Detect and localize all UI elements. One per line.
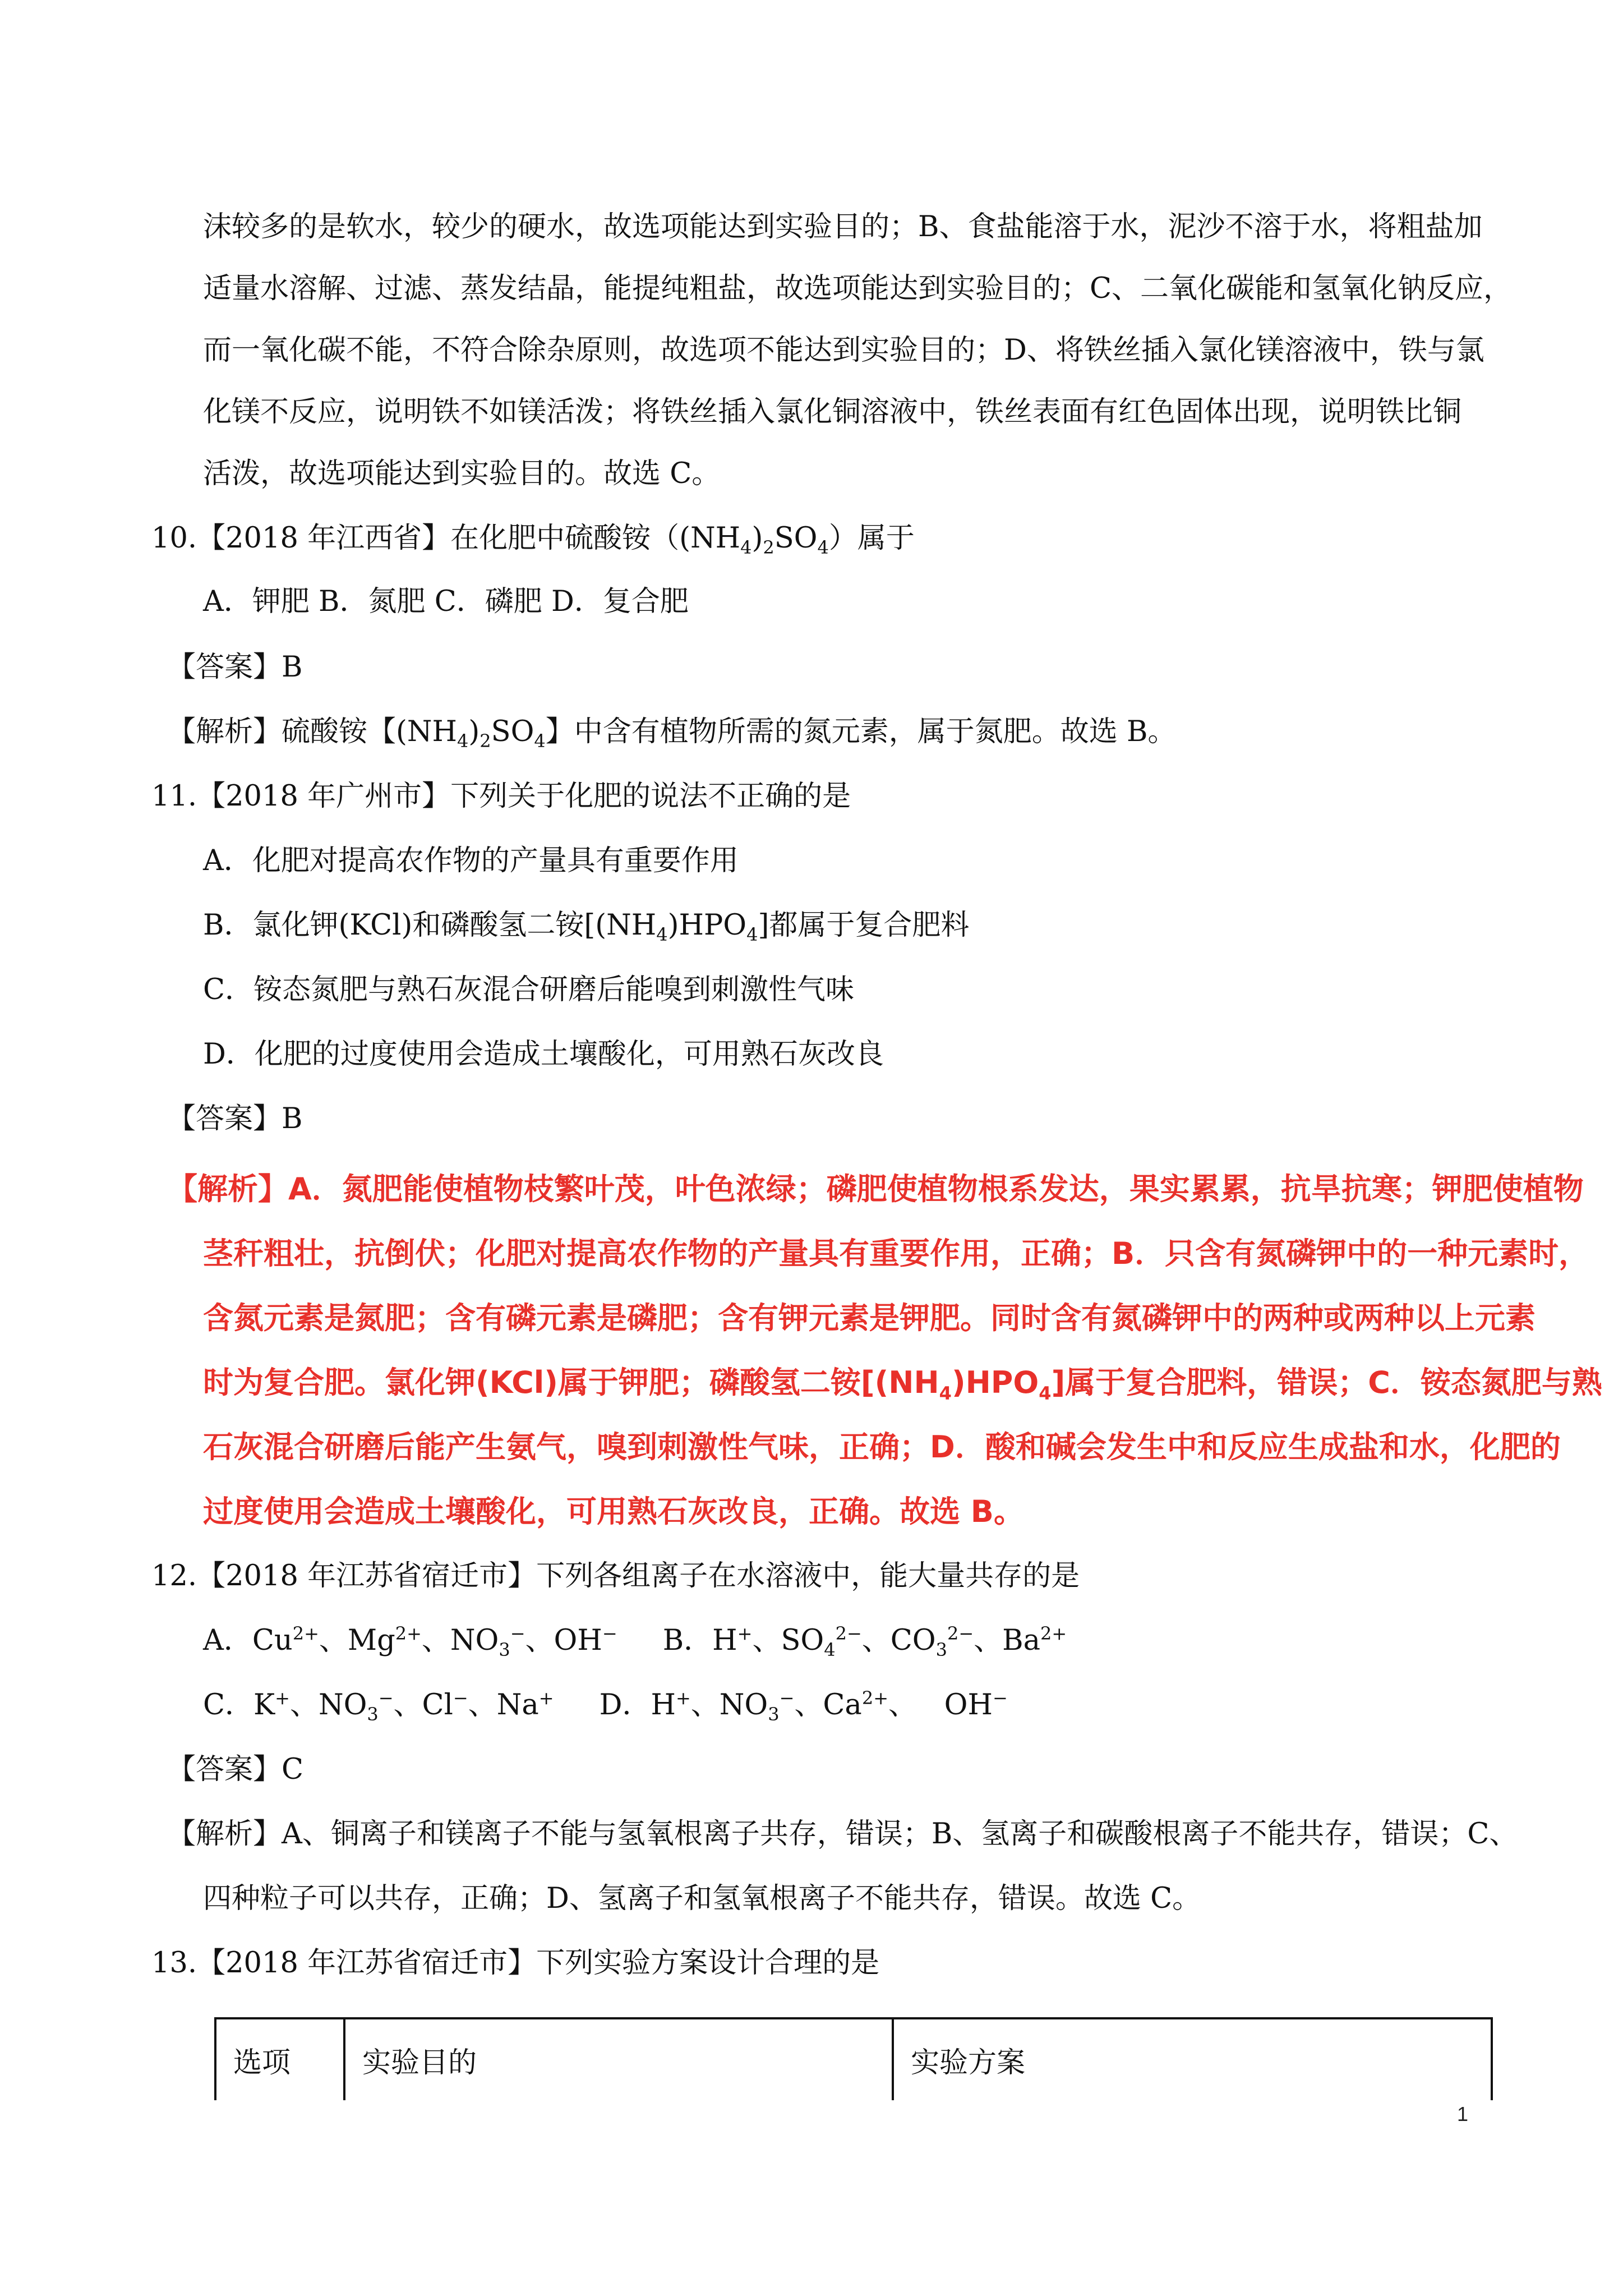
analysis-11-line: 茎秆粗壮，抗倒伏；化肥对提高农作物的产量具有重要作用，正确；B．只含有氮磷钾中的一种元素时， [203, 1236, 1589, 1271]
question-11-option-a: A．化肥对提高农作物的产量具有重要作用 [203, 844, 739, 877]
question-12: 12.【2018 年江苏省宿迁市】下列各组离子在水溶液中，能大量共存的是 [151, 1559, 1080, 1593]
paragraph-line: 适量水溶解、过滤、蒸发结晶，能提纯粗盐，故选项能达到实验目的；C、二氧化碳能和氢氧化钠反应， [203, 272, 1513, 305]
question-13: 13.【2018 年江苏省宿迁市】下列实验方案设计合理的是 [151, 1947, 880, 1980]
analysis-11-line: 【解析】A．氮肥能使植物枝繁叶茂，叶色浓绿；磷肥使植物根系发达，果实累累，抗旱抗寒；钾肥使植物 [167, 1171, 1584, 1207]
experiment-table [214, 2017, 1493, 2100]
page-number: 1 [1457, 2102, 1469, 2125]
table-header-row [215, 2018, 1492, 2100]
table-header-cell: 选项 [215, 2018, 344, 2100]
answer-10: 【答案】B [167, 651, 303, 684]
question-11-option-d: D．化肥的过度使用会造成土壤酸化，可用熟石灰改良 [203, 1038, 884, 1071]
analysis-11-line: 过度使用会造成土壤酸化，可用熟石灰改良，正确。故选 B。 [203, 1494, 1024, 1529]
paragraph-line: 活泼，故选项能达到实验目的。故选 C。 [203, 457, 721, 490]
answer-12: 【答案】C [167, 1753, 304, 1786]
answer-11: 【答案】B [167, 1102, 303, 1135]
analysis-12-line: 四种粒子可以共存，正确；D、氢离子和氢氧根离子不能共存，错误。故选 C。 [203, 1882, 1201, 1915]
question-10-options: A．钾肥 B．氮肥 C．磷肥 D．复合肥 [203, 585, 689, 618]
analysis-10: 【解析】硫酸铵【$(NH_4)_2SO_4$】中含有植物所需的氮元素，属于氮肥。故选 B。 [167, 715, 1177, 752]
table-header-cell: 实验目的 [344, 2018, 893, 2100]
question-11: 11.【2018 年广州市】下列关于化肥的说法不正确的是 [151, 780, 851, 813]
analysis-11-line: 石灰混合研磨后能产生氨气，嗅到刺激性气味，正确；D．酸和碱会发生中和反应生成盐和水，化肥的 [203, 1429, 1561, 1465]
question-12-options-cd: C．K+、$NO_3^-$、Cl−、Na+ D．H+、$NO_3^-$、$Ca^{2+}$、 OH− [203, 1687, 1008, 1726]
paragraph-line: 化镁不反应，说明铁不如镁活泼；将铁丝插入氯化铜溶液中，铁丝表面有红色固体出现，说明铁比铜 [203, 395, 1462, 429]
paragraph-line: 沫较多的是软水，较少的硬水，故选项能达到实验目的；B、食盐能溶于水，泥沙不溶于水，将粗盐加 [203, 210, 1483, 243]
question-12-options-ab: A．$Cu^{2+}$、$Mg^{2+}$、$NO_3^-$、OH− B．H+、$SO_4^{2-}$、$CO_3^{2-}$、$Ba^{2+}$ [203, 1623, 1067, 1661]
analysis-12-line: 【解析】A、铜离子和镁离子不能与氢氧根离子共存，错误；B、氢离子和碳酸根离子不能共存，错误；C、 [167, 1818, 1518, 1851]
analysis-11-line: 时为复合肥。氯化钾(KCl)属于钾肥；磷酸氢二铵$[(NH_4)HPO_4]$属于复合肥料，错误；C．铵态氮肥与熟 [203, 1365, 1602, 1404]
table-header-cell: 实验方案 [893, 2018, 1492, 2100]
analysis-11-line: 含氮元素是氮肥；含有磷元素是磷肥；含有钾元素是钾肥。同时含有氮磷钾中的两种或两种以上元素 [203, 1300, 1536, 1336]
question-11-option-b: B．氯化钾(KCl)和磷酸氢二铵$[(NH_4)HPO_4]$都属于复合肥料 [203, 909, 970, 946]
question-10: 10.【2018 年江西省】在化肥中硫酸铵$((NH_4)_2SO_4)$属于 [151, 522, 915, 559]
question-11-option-c: C．铵态氮肥与熟石灰混合研磨后能嗅到刺激性气味 [203, 973, 855, 1006]
paragraph-line: 而一氧化碳不能，不符合除杂原则，故选项不能达到实验目的；D、将铁丝插入氯化镁溶液中，铁与氯 [203, 334, 1484, 367]
